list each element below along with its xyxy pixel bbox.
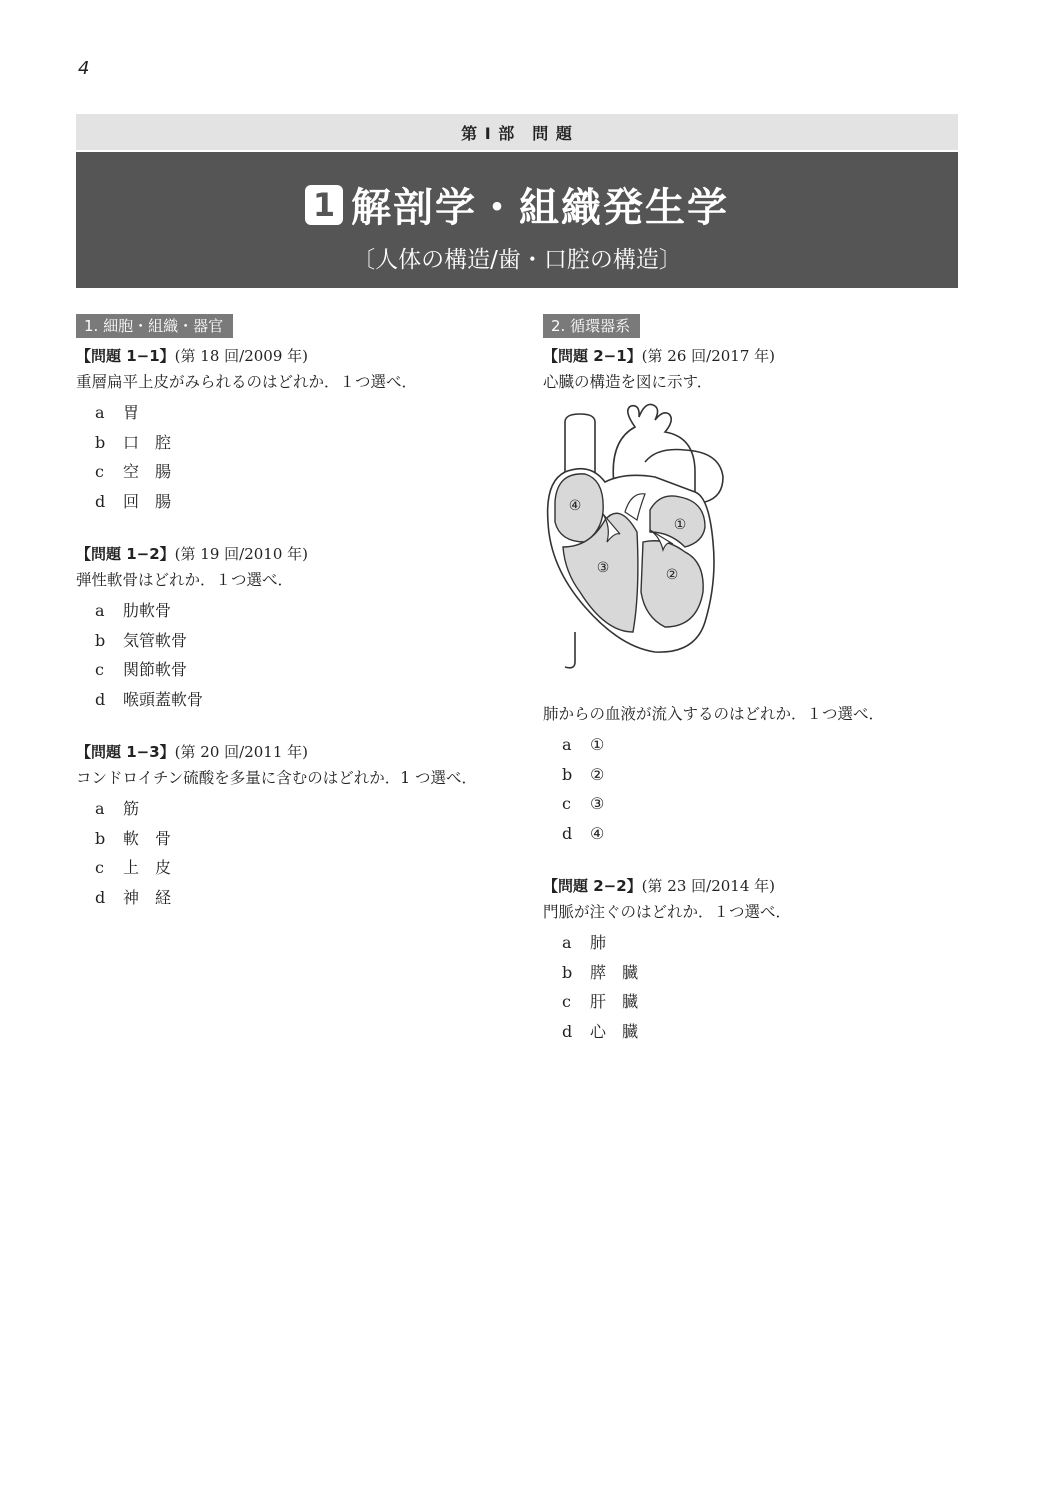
question-text: コンドロイチン硫酸を多量に含むのはどれか．1 つ選べ．	[76, 769, 478, 787]
option-c[interactable]: c 関節軟骨	[95, 660, 188, 679]
option-d[interactable]: d 心 臓	[562, 1021, 639, 1041]
option-c[interactable]: c ③	[562, 794, 605, 813]
question-2-2	[543, 874, 983, 1046]
chapter-subtitle: 〔人体の構造/歯・口腔の構造〕	[352, 247, 682, 273]
question-tag: 【問題 1−2】	[76, 545, 175, 563]
question-text: 弾性軟骨はどれか．１つ選べ．	[76, 571, 294, 589]
chapter-title: 解剖学・組織発生学	[351, 185, 729, 231]
question-tag: 【問題 2−2】	[543, 877, 642, 895]
option-b[interactable]: b ②	[562, 764, 605, 784]
option-a[interactable]: a ①	[562, 735, 605, 754]
option-d[interactable]: d ④	[562, 823, 605, 843]
question-text: 門脈が注ぐのはどれか．１つ選べ．	[543, 903, 792, 921]
label-1: ①	[673, 517, 687, 533]
option-b[interactable]: b 軟 骨	[95, 828, 172, 848]
question-tag: 【問題 1−3】	[76, 743, 175, 761]
option-d[interactable]: d 回 腸	[95, 491, 172, 511]
label-4: ④	[568, 498, 582, 514]
option-d[interactable]: d 神 経	[95, 887, 172, 907]
chapter-banner	[76, 152, 958, 288]
question-1-2	[76, 542, 516, 714]
question-meta: (第 18 回/2009 年)	[174, 347, 308, 365]
option-b[interactable]: b 膵 臓	[562, 962, 639, 982]
page-number: 4	[78, 58, 90, 79]
option-c[interactable]: c 空 腸	[95, 462, 172, 481]
option-a[interactable]: a 肋軟骨	[95, 601, 172, 620]
question-1-3	[76, 740, 516, 912]
chapter-number: 1	[305, 185, 343, 225]
question-meta: (第 23 回/2014 年)	[641, 877, 775, 895]
option-a[interactable]: a 筋	[95, 799, 140, 818]
part-header: 第 I 部 問 題	[76, 114, 958, 150]
section-circulatory	[543, 314, 983, 1072]
heart-diagram	[545, 402, 745, 682]
label-3: ③	[596, 560, 610, 576]
option-b[interactable]: b 口 腔	[95, 432, 172, 452]
question-text: 重層扁平上皮がみられるのはどれか．１つ選べ．	[76, 373, 418, 391]
section-cell-tissue-organ	[76, 314, 516, 938]
question-2-1	[543, 344, 983, 848]
option-c[interactable]: c 肝 臓	[562, 992, 639, 1011]
question-meta: (第 20 回/2011 年)	[174, 743, 308, 761]
label-2: ②	[665, 567, 679, 583]
option-a[interactable]: a 肺	[562, 933, 607, 952]
question-text: 心臓の構造を図に示す．	[543, 373, 713, 391]
section-label: 2. 循環器系	[543, 314, 640, 338]
option-a[interactable]: a 胃	[95, 403, 140, 422]
question-meta: (第 26 回/2017 年)	[641, 347, 775, 365]
question-tag: 【問題 2−1】	[543, 347, 642, 365]
question-tag: 【問題 1−1】	[76, 347, 175, 365]
question-meta: (第 19 回/2010 年)	[174, 545, 308, 563]
option-b[interactable]: b 気管軟骨	[95, 630, 188, 650]
option-c[interactable]: c 上 皮	[95, 858, 172, 877]
question-text-2: 肺からの血液が流入するのはどれか．１つ選べ．	[543, 705, 885, 723]
option-d[interactable]: d 喉頭蓋軟骨	[95, 689, 204, 709]
section-label: 1. 細胞・組織・器官	[76, 314, 233, 338]
question-1-1	[76, 344, 516, 516]
